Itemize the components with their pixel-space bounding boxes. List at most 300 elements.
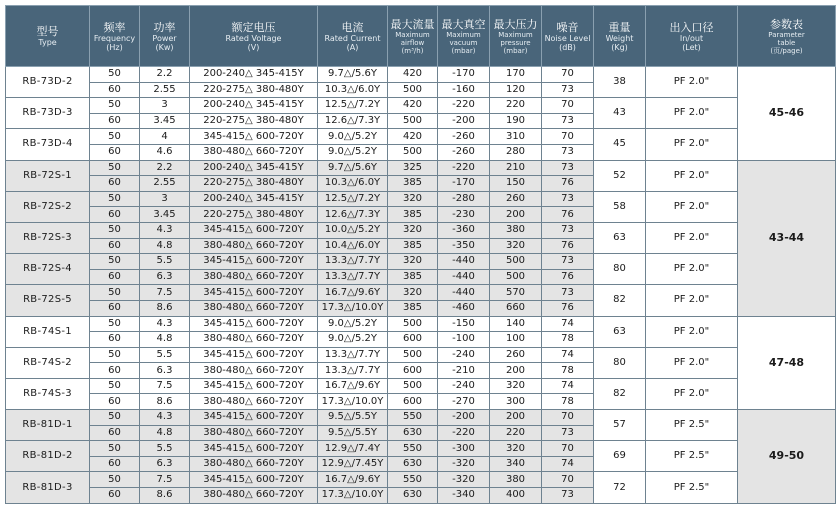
port-cell: PF 2.0" bbox=[646, 316, 738, 347]
vacuum-cell: -200 bbox=[438, 113, 490, 129]
port-cell: PF 2.0" bbox=[646, 254, 738, 285]
table-row bbox=[6, 316, 836, 332]
pressure-cell: 210 bbox=[490, 160, 542, 176]
table-row bbox=[6, 191, 836, 207]
voltage-cell: 345-415△ 600-720Y bbox=[190, 410, 318, 426]
current-cell: 12.9△/7.45Y bbox=[318, 456, 388, 472]
table-body bbox=[6, 67, 836, 504]
pressure-cell: 320 bbox=[490, 238, 542, 254]
frequency-cell: 60 bbox=[90, 269, 140, 285]
model-cell: RB-73D-2 bbox=[6, 67, 90, 98]
pressure-cell: 150 bbox=[490, 176, 542, 192]
header-weight: 重量 Weight (Kg) bbox=[594, 6, 646, 67]
frequency-cell: 50 bbox=[90, 98, 140, 114]
airflow-cell: 550 bbox=[388, 410, 438, 426]
airflow-cell: 600 bbox=[388, 394, 438, 410]
power-cell: 6.3 bbox=[140, 456, 190, 472]
voltage-cell: 345-415△ 600-720Y bbox=[190, 222, 318, 238]
current-cell: 12.9△/7.4Y bbox=[318, 441, 388, 457]
frequency-cell: 60 bbox=[90, 113, 140, 129]
frequency-cell: 50 bbox=[90, 441, 140, 457]
header-in-out: 出入口径 In/out (Let) bbox=[646, 6, 738, 67]
airflow-cell: 500 bbox=[388, 316, 438, 332]
header-frequency: 频率 Frequency (Hz) bbox=[90, 6, 140, 67]
model-cell: RB-74S-1 bbox=[6, 316, 90, 347]
airflow-cell: 550 bbox=[388, 441, 438, 457]
pressure-cell: 200 bbox=[490, 363, 542, 379]
current-cell: 13.3△/7.7Y bbox=[318, 269, 388, 285]
airflow-cell: 630 bbox=[388, 456, 438, 472]
model-cell: RB-74S-2 bbox=[6, 347, 90, 378]
pressure-cell: 500 bbox=[490, 254, 542, 270]
noise-cell: 70 bbox=[542, 441, 594, 457]
power-cell: 4.8 bbox=[140, 425, 190, 441]
noise-cell: 73 bbox=[542, 144, 594, 160]
pressure-cell: 320 bbox=[490, 378, 542, 394]
pressure-cell: 500 bbox=[490, 269, 542, 285]
page-ref-cell: 45-46 bbox=[738, 67, 836, 161]
model-cell: RB-81D-2 bbox=[6, 441, 90, 472]
noise-cell: 76 bbox=[542, 176, 594, 192]
noise-cell: 73 bbox=[542, 425, 594, 441]
current-cell: 16.7△/9.6Y bbox=[318, 285, 388, 301]
port-cell: PF 2.5" bbox=[646, 472, 738, 503]
power-cell: 5.5 bbox=[140, 441, 190, 457]
pressure-cell: 190 bbox=[490, 113, 542, 129]
power-cell: 8.6 bbox=[140, 488, 190, 504]
voltage-cell: 345-415△ 600-720Y bbox=[190, 472, 318, 488]
current-cell: 17.3△/10.0Y bbox=[318, 394, 388, 410]
pressure-cell: 220 bbox=[490, 425, 542, 441]
airflow-cell: 500 bbox=[388, 82, 438, 98]
current-cell: 17.3△/10.0Y bbox=[318, 488, 388, 504]
vacuum-cell: -350 bbox=[438, 238, 490, 254]
weight-cell: 82 bbox=[594, 378, 646, 409]
pressure-cell: 200 bbox=[490, 207, 542, 223]
airflow-cell: 420 bbox=[388, 129, 438, 145]
noise-cell: 70 bbox=[542, 410, 594, 426]
frequency-cell: 60 bbox=[90, 238, 140, 254]
frequency-cell: 50 bbox=[90, 410, 140, 426]
power-cell: 5.5 bbox=[140, 254, 190, 270]
frequency-cell: 50 bbox=[90, 129, 140, 145]
voltage-cell: 380-480△ 660-720Y bbox=[190, 300, 318, 316]
vacuum-cell: -340 bbox=[438, 488, 490, 504]
noise-cell: 73 bbox=[542, 191, 594, 207]
voltage-cell: 345-415△ 600-720Y bbox=[190, 316, 318, 332]
power-cell: 4.3 bbox=[140, 316, 190, 332]
voltage-cell: 220-275△ 380-480Y bbox=[190, 207, 318, 223]
header-max-airflow: 最大流量 Maximum airflow (m³/h) bbox=[388, 6, 438, 67]
current-cell: 12.6△/7.3Y bbox=[318, 113, 388, 129]
model-cell: RB-72S-1 bbox=[6, 160, 90, 191]
noise-cell: 74 bbox=[542, 456, 594, 472]
header-rated-current: 电流 Rated Current (A) bbox=[318, 6, 388, 67]
port-cell: PF 2.0" bbox=[646, 347, 738, 378]
port-cell: PF 2.5" bbox=[646, 410, 738, 441]
power-cell: 2.2 bbox=[140, 67, 190, 83]
weight-cell: 63 bbox=[594, 316, 646, 347]
noise-cell: 73 bbox=[542, 222, 594, 238]
table-row bbox=[6, 472, 836, 488]
vacuum-cell: -440 bbox=[438, 254, 490, 270]
vacuum-cell: -160 bbox=[438, 82, 490, 98]
airflow-cell: 500 bbox=[388, 347, 438, 363]
pressure-cell: 200 bbox=[490, 410, 542, 426]
airflow-cell: 420 bbox=[388, 67, 438, 83]
frequency-cell: 60 bbox=[90, 207, 140, 223]
voltage-cell: 200-240△ 345-415Y bbox=[190, 67, 318, 83]
airflow-cell: 385 bbox=[388, 238, 438, 254]
pressure-cell: 120 bbox=[490, 82, 542, 98]
airflow-cell: 325 bbox=[388, 160, 438, 176]
table-row bbox=[6, 222, 836, 238]
power-cell: 4.6 bbox=[140, 144, 190, 160]
table-row bbox=[6, 254, 836, 270]
noise-cell: 70 bbox=[542, 67, 594, 83]
noise-cell: 70 bbox=[542, 129, 594, 145]
noise-cell: 74 bbox=[542, 316, 594, 332]
port-cell: PF 2.0" bbox=[646, 129, 738, 160]
spec-table bbox=[5, 5, 836, 504]
airflow-cell: 550 bbox=[388, 472, 438, 488]
table-row bbox=[6, 160, 836, 176]
pressure-cell: 100 bbox=[490, 332, 542, 348]
model-cell: RB-74S-3 bbox=[6, 378, 90, 409]
pressure-cell: 300 bbox=[490, 394, 542, 410]
voltage-cell: 380-480△ 660-720Y bbox=[190, 488, 318, 504]
pressure-cell: 380 bbox=[490, 222, 542, 238]
voltage-cell: 380-480△ 660-720Y bbox=[190, 394, 318, 410]
weight-cell: 58 bbox=[594, 191, 646, 222]
current-cell: 13.3△/7.7Y bbox=[318, 254, 388, 270]
table-row bbox=[6, 285, 836, 301]
voltage-cell: 380-480△ 660-720Y bbox=[190, 238, 318, 254]
airflow-cell: 320 bbox=[388, 254, 438, 270]
vacuum-cell: -260 bbox=[438, 144, 490, 160]
pressure-cell: 400 bbox=[490, 488, 542, 504]
airflow-cell: 630 bbox=[388, 425, 438, 441]
voltage-cell: 345-415△ 600-720Y bbox=[190, 378, 318, 394]
weight-cell: 43 bbox=[594, 98, 646, 129]
voltage-cell: 345-415△ 600-720Y bbox=[190, 285, 318, 301]
vacuum-cell: -200 bbox=[438, 410, 490, 426]
vacuum-cell: -260 bbox=[438, 129, 490, 145]
pressure-cell: 570 bbox=[490, 285, 542, 301]
power-cell: 7.5 bbox=[140, 285, 190, 301]
power-cell: 3 bbox=[140, 98, 190, 114]
vacuum-cell: -150 bbox=[438, 316, 490, 332]
voltage-cell: 200-240△ 345-415Y bbox=[190, 160, 318, 176]
power-cell: 8.6 bbox=[140, 394, 190, 410]
voltage-cell: 380-480△ 660-720Y bbox=[190, 269, 318, 285]
current-cell: 12.5△/7.2Y bbox=[318, 191, 388, 207]
vacuum-cell: -170 bbox=[438, 176, 490, 192]
noise-cell: 73 bbox=[542, 113, 594, 129]
frequency-cell: 50 bbox=[90, 222, 140, 238]
power-cell: 2.2 bbox=[140, 160, 190, 176]
power-cell: 6.3 bbox=[140, 363, 190, 379]
current-cell: 10.3△/6.0Y bbox=[318, 82, 388, 98]
frequency-cell: 50 bbox=[90, 191, 140, 207]
pressure-cell: 280 bbox=[490, 144, 542, 160]
vacuum-cell: -460 bbox=[438, 300, 490, 316]
header-parameter-table: 参数表 Parameter table (页/page) bbox=[738, 6, 836, 67]
model-cell: RB-72S-2 bbox=[6, 191, 90, 222]
current-cell: 9.5△/5.5Y bbox=[318, 425, 388, 441]
noise-cell: 74 bbox=[542, 347, 594, 363]
table-row bbox=[6, 98, 836, 114]
current-cell: 9.0△/5.2Y bbox=[318, 316, 388, 332]
frequency-cell: 60 bbox=[90, 394, 140, 410]
pressure-cell: 340 bbox=[490, 456, 542, 472]
airflow-cell: 320 bbox=[388, 191, 438, 207]
weight-cell: 38 bbox=[594, 67, 646, 98]
page-ref-cell: 43-44 bbox=[738, 160, 836, 316]
frequency-cell: 50 bbox=[90, 67, 140, 83]
voltage-cell: 220-275△ 380-480Y bbox=[190, 176, 318, 192]
vacuum-cell: -320 bbox=[438, 472, 490, 488]
port-cell: PF 2.0" bbox=[646, 222, 738, 253]
voltage-cell: 345-415△ 600-720Y bbox=[190, 254, 318, 270]
vacuum-cell: -240 bbox=[438, 378, 490, 394]
weight-cell: 57 bbox=[594, 410, 646, 441]
vacuum-cell: -300 bbox=[438, 441, 490, 457]
noise-cell: 76 bbox=[542, 207, 594, 223]
weight-cell: 63 bbox=[594, 222, 646, 253]
model-cell: RB-73D-4 bbox=[6, 129, 90, 160]
noise-cell: 76 bbox=[542, 269, 594, 285]
vacuum-cell: -220 bbox=[438, 160, 490, 176]
table-row bbox=[6, 378, 836, 394]
noise-cell: 73 bbox=[542, 82, 594, 98]
power-cell: 7.5 bbox=[140, 378, 190, 394]
airflow-cell: 600 bbox=[388, 332, 438, 348]
page-ref-cell: 49-50 bbox=[738, 410, 836, 504]
power-cell: 5.5 bbox=[140, 347, 190, 363]
power-cell: 2.55 bbox=[140, 82, 190, 98]
airflow-cell: 500 bbox=[388, 144, 438, 160]
current-cell: 9.7△/5.6Y bbox=[318, 160, 388, 176]
noise-cell: 76 bbox=[542, 238, 594, 254]
airflow-cell: 320 bbox=[388, 285, 438, 301]
weight-cell: 45 bbox=[594, 129, 646, 160]
power-cell: 3.45 bbox=[140, 113, 190, 129]
voltage-cell: 380-480△ 660-720Y bbox=[190, 144, 318, 160]
current-cell: 17.3△/10.0Y bbox=[318, 300, 388, 316]
port-cell: PF 2.0" bbox=[646, 98, 738, 129]
port-cell: PF 2.0" bbox=[646, 191, 738, 222]
vacuum-cell: -280 bbox=[438, 191, 490, 207]
pressure-cell: 220 bbox=[490, 98, 542, 114]
weight-cell: 72 bbox=[594, 472, 646, 503]
voltage-cell: 345-415△ 600-720Y bbox=[190, 129, 318, 145]
current-cell: 9.0△/5.2Y bbox=[318, 129, 388, 145]
header-row bbox=[6, 6, 836, 67]
model-cell: RB-73D-3 bbox=[6, 98, 90, 129]
current-cell: 16.7△/9.6Y bbox=[318, 378, 388, 394]
model-cell: RB-81D-1 bbox=[6, 410, 90, 441]
vacuum-cell: -270 bbox=[438, 394, 490, 410]
noise-cell: 73 bbox=[542, 488, 594, 504]
header-rated-voltage: 额定电压 Rated Voltage (V) bbox=[190, 6, 318, 67]
weight-cell: 69 bbox=[594, 441, 646, 472]
pressure-cell: 170 bbox=[490, 67, 542, 83]
table-row bbox=[6, 129, 836, 145]
power-cell: 7.5 bbox=[140, 472, 190, 488]
port-cell: PF 2.0" bbox=[646, 285, 738, 316]
frequency-cell: 60 bbox=[90, 332, 140, 348]
frequency-cell: 60 bbox=[90, 144, 140, 160]
power-cell: 4.3 bbox=[140, 410, 190, 426]
current-cell: 13.3△/7.7Y bbox=[318, 363, 388, 379]
pressure-cell: 380 bbox=[490, 472, 542, 488]
current-cell: 10.0△/5.2Y bbox=[318, 222, 388, 238]
current-cell: 13.3△/7.7Y bbox=[318, 347, 388, 363]
table-row bbox=[6, 67, 836, 83]
frequency-cell: 50 bbox=[90, 472, 140, 488]
vacuum-cell: -230 bbox=[438, 207, 490, 223]
current-cell: 9.5△/5.5Y bbox=[318, 410, 388, 426]
noise-cell: 70 bbox=[542, 98, 594, 114]
page-ref-cell: 47-48 bbox=[738, 316, 836, 410]
power-cell: 6.3 bbox=[140, 269, 190, 285]
power-cell: 4.3 bbox=[140, 222, 190, 238]
table-row bbox=[6, 347, 836, 363]
vacuum-cell: -320 bbox=[438, 456, 490, 472]
noise-cell: 78 bbox=[542, 363, 594, 379]
pressure-cell: 260 bbox=[490, 191, 542, 207]
noise-cell: 73 bbox=[542, 160, 594, 176]
power-cell: 4.8 bbox=[140, 238, 190, 254]
header-noise-level: 噪音 Noise Level (dB) bbox=[542, 6, 594, 67]
port-cell: PF 2.0" bbox=[646, 67, 738, 98]
current-cell: 9.7△/5.6Y bbox=[318, 67, 388, 83]
vacuum-cell: -240 bbox=[438, 347, 490, 363]
voltage-cell: 200-240△ 345-415Y bbox=[190, 98, 318, 114]
current-cell: 10.4△/6.0Y bbox=[318, 238, 388, 254]
voltage-cell: 220-275△ 380-480Y bbox=[190, 113, 318, 129]
airflow-cell: 420 bbox=[388, 98, 438, 114]
header-power: 功率 Power (Kw) bbox=[140, 6, 190, 67]
weight-cell: 80 bbox=[594, 347, 646, 378]
spec-table-container bbox=[5, 5, 805, 504]
frequency-cell: 50 bbox=[90, 378, 140, 394]
current-cell: 9.0△/5.2Y bbox=[318, 144, 388, 160]
vacuum-cell: -440 bbox=[438, 269, 490, 285]
noise-cell: 78 bbox=[542, 394, 594, 410]
voltage-cell: 380-480△ 660-720Y bbox=[190, 363, 318, 379]
frequency-cell: 50 bbox=[90, 160, 140, 176]
voltage-cell: 380-480△ 660-720Y bbox=[190, 332, 318, 348]
noise-cell: 74 bbox=[542, 378, 594, 394]
frequency-cell: 60 bbox=[90, 363, 140, 379]
pressure-cell: 660 bbox=[490, 300, 542, 316]
frequency-cell: 60 bbox=[90, 456, 140, 472]
noise-cell: 78 bbox=[542, 332, 594, 348]
vacuum-cell: -210 bbox=[438, 363, 490, 379]
voltage-cell: 220-275△ 380-480Y bbox=[190, 82, 318, 98]
port-cell: PF 2.5" bbox=[646, 441, 738, 472]
noise-cell: 76 bbox=[542, 300, 594, 316]
pressure-cell: 310 bbox=[490, 129, 542, 145]
airflow-cell: 500 bbox=[388, 113, 438, 129]
airflow-cell: 385 bbox=[388, 207, 438, 223]
port-cell: PF 2.0" bbox=[646, 378, 738, 409]
airflow-cell: 385 bbox=[388, 176, 438, 192]
current-cell: 12.5△/7.2Y bbox=[318, 98, 388, 114]
header-type: 型号 Type bbox=[6, 6, 90, 67]
voltage-cell: 380-480△ 660-720Y bbox=[190, 456, 318, 472]
voltage-cell: 345-415△ 600-720Y bbox=[190, 347, 318, 363]
pressure-cell: 140 bbox=[490, 316, 542, 332]
power-cell: 2.55 bbox=[140, 176, 190, 192]
vacuum-cell: -170 bbox=[438, 67, 490, 83]
header-max-vacuum: 最大真空 Maximum vacuum (mbar) bbox=[438, 6, 490, 67]
model-cell: RB-72S-3 bbox=[6, 222, 90, 253]
frequency-cell: 50 bbox=[90, 316, 140, 332]
vacuum-cell: -220 bbox=[438, 425, 490, 441]
power-cell: 8.6 bbox=[140, 300, 190, 316]
frequency-cell: 60 bbox=[90, 300, 140, 316]
airflow-cell: 600 bbox=[388, 363, 438, 379]
airflow-cell: 320 bbox=[388, 222, 438, 238]
current-cell: 10.3△/6.0Y bbox=[318, 176, 388, 192]
vacuum-cell: -360 bbox=[438, 222, 490, 238]
frequency-cell: 60 bbox=[90, 82, 140, 98]
power-cell: 4.8 bbox=[140, 332, 190, 348]
port-cell: PF 2.0" bbox=[646, 160, 738, 191]
power-cell: 3.45 bbox=[140, 207, 190, 223]
model-cell: RB-72S-5 bbox=[6, 285, 90, 316]
voltage-cell: 200-240△ 345-415Y bbox=[190, 191, 318, 207]
frequency-cell: 60 bbox=[90, 176, 140, 192]
frequency-cell: 50 bbox=[90, 285, 140, 301]
airflow-cell: 385 bbox=[388, 300, 438, 316]
model-cell: RB-72S-4 bbox=[6, 254, 90, 285]
noise-cell: 73 bbox=[542, 254, 594, 270]
airflow-cell: 630 bbox=[388, 488, 438, 504]
voltage-cell: 380-480△ 660-720Y bbox=[190, 425, 318, 441]
model-cell: RB-81D-3 bbox=[6, 472, 90, 503]
airflow-cell: 500 bbox=[388, 378, 438, 394]
header-max-pressure: 最大压力 Maximum pressure (mbar) bbox=[490, 6, 542, 67]
weight-cell: 80 bbox=[594, 254, 646, 285]
power-cell: 4 bbox=[140, 129, 190, 145]
frequency-cell: 60 bbox=[90, 425, 140, 441]
table-row bbox=[6, 441, 836, 457]
table-header bbox=[6, 6, 836, 67]
current-cell: 16.7△/9.6Y bbox=[318, 472, 388, 488]
frequency-cell: 50 bbox=[90, 347, 140, 363]
power-cell: 3 bbox=[140, 191, 190, 207]
current-cell: 12.6△/7.3Y bbox=[318, 207, 388, 223]
frequency-cell: 50 bbox=[90, 254, 140, 270]
frequency-cell: 60 bbox=[90, 488, 140, 504]
vacuum-cell: -220 bbox=[438, 98, 490, 114]
voltage-cell: 345-415△ 600-720Y bbox=[190, 441, 318, 457]
weight-cell: 82 bbox=[594, 285, 646, 316]
airflow-cell: 385 bbox=[388, 269, 438, 285]
pressure-cell: 260 bbox=[490, 347, 542, 363]
weight-cell: 52 bbox=[594, 160, 646, 191]
vacuum-cell: -440 bbox=[438, 285, 490, 301]
pressure-cell: 320 bbox=[490, 441, 542, 457]
noise-cell: 70 bbox=[542, 472, 594, 488]
current-cell: 9.0△/5.2Y bbox=[318, 332, 388, 348]
vacuum-cell: -100 bbox=[438, 332, 490, 348]
noise-cell: 73 bbox=[542, 285, 594, 301]
